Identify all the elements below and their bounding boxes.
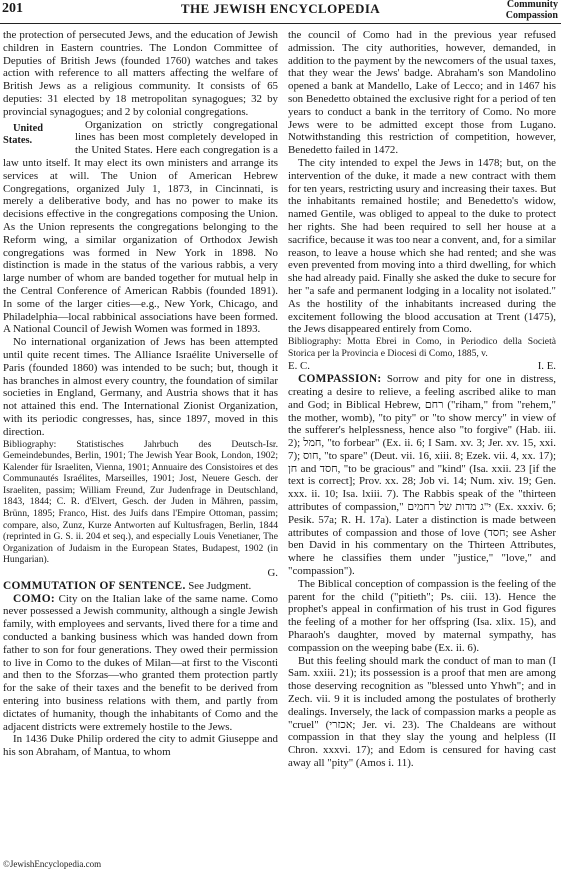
signature-left: E. C. — [288, 360, 310, 373]
footer-link[interactable]: JewishEncyclopedia.com — [9, 859, 102, 869]
compassion-paragraph-3: But this feeling should mark the conduct of man to man (I Sam. xxiii. 21); its possession is a proof that men are among those deserving recognition as "blessed unto Yhwh"; and in Zech. vii. 9 it is included among the postulates of brotherly dealings. Inversely, the lack of compassion marks a people as "cruel" (אכזרי; Jer. vi. 23). The Chaldeans are without compassion in that they slay the young and helpless (II Chron. xxxvi. 17); and Edom is censured for having cast away all "pity" (Amos i. 11). — [288, 654, 556, 770]
como-paragraph-2: In 1436 Duke Philip ordered the city to admit Giuseppe and his son Abraham, of Mantua, to whom — [3, 733, 278, 759]
cross-reference-judgment[interactable]: See Judgment. — [185, 579, 252, 592]
site-footer[interactable] — [3, 859, 101, 869]
author-signatures-como — [288, 360, 556, 373]
compassion-paragraph-1: Sorrow and pity for one in distress, creating a desire to relieve, a feeling ascribed alike to man and God; in Biblical Hebrew, רחם ("riham," from "rehem," the mother, womb), "to pity" or "to show mercy" in view of the sufferer's helplessness, hence also "to forgive" (Hab. iii. 2); חמל, "to forbear" (Ex. ii. 6; I Sam. xv. 3; Jer. xv. 15, xxi. 7); חוס, "to spare" (Deut. vii. 16, xiii. 8; Ezek. vii. 4, xx. 17); חן and חסד, "to be gracious" and "kind" (Isa. xxii. 23 [if the text is correct]; Prov. xx. 28; Job vi. 14; Num. xiv. 19; Gen. xxx. ii. 10; Isa. lxiii. 7). The Rabbis speak of the "thirteen attributes of compassion," י"ג מדות של רחמים (Ex. xxxiv. 6; Pesik. 57a; R. H. 17a). Later a distinction is made between attributes of compassion and those of love (חסד; see Asher ben David in his commentary on the Thirteen Attributes, where he classifies them under "justice," "love," and "compassion"). — [288, 373, 556, 578]
page-number: 201 — [2, 1, 23, 16]
como-paragraph-3: the council of Como had in the previous year refused admission. The city authorities, however, demanded, in addition to the payment by the newcomers of the usual taxes, that they wear the Jews' badge. Abraham's son Mandolino opened a bank at Mandello, Lake of Lecco; and in 1467 his son Benedetto obtained the exclusive right for a period of ten years to conduct a bank in the territory of Como. No more Jews were to be admitted except those from Lugano. Notwithstanding this restriction of competition, however, Benedetto failed in 1472. — [288, 29, 556, 157]
header-rule — [0, 23, 561, 24]
author-signature-g: G. — [267, 567, 278, 580]
bibliography-como: Bibliography: Motta Ebrei in Como, in Periodico della Società Storica per la Provincia e Diocesi di Como, 1885, v. — [288, 336, 556, 359]
entry-title-commutation: COMMUTATION OF SENTENCE. — [3, 579, 186, 592]
paragraph-united-states — [3, 119, 278, 337]
paragraph-organizations: the protection of persecuted Jews, and the education of Jewish children in Eastern countries. The London Committee of Deputies of British Jews (founded 1760) watches and takes action with reference to all matters affecting the welfare of British Jews as a religious community. It consists of 65 deputies: 31 elected by 18 metropolitan synagogues; 32 by provincial synagogues; and 2 by colonial congregations. — [3, 29, 278, 118]
running-head-line-2: Compassion — [505, 9, 558, 21]
compassion-paragraph-2: The Biblical conception of compassion is the feeling of the parent for the child ("pitieth"; Ps. ciii. 13). Hence the prophet's appeal in confirmation of his trust in God figures the feeling of a mother for her offspring (Isa. xlix. 15), and Pharaoh's daughter, moved by maternal sympathy, has compassion on the weeping babe (Ex. ii. 6). — [288, 577, 556, 654]
entry-commutation — [3, 580, 278, 593]
left-column — [3, 29, 278, 759]
running-head-line-1: Community — [506, 0, 558, 10]
copyright-icon: © — [3, 859, 10, 869]
running-title: THE JEWISH ENCYCLOPEDIA — [180, 1, 381, 16]
como-paragraph-4: The city intended to expel the Jews in 1478; but, on the intervention of the duke, it made a new contract with them for ten years, restricting usury and increasing their taxes. But the inhabitants remained hostile; and Benedetto's widow, named Gentile, was obliged to appeal to the duke to protect her rights. She had been required to sell her house at a sacrifice, because it was too near a convent, and, for a similar reason, to leave a house which she had rented; and she was even prevented from moving into a third dwelling, for which she had already paid. Finally she asked the duke to secure for her "a safe and permanent lodging in a locality not isolated." As the hostility of the inhabitants increased during the excitement following the blood accusation at Trent (1475), the Jews disappeared entirely from Como. — [288, 156, 556, 336]
signature-right: I. E. — [537, 360, 556, 373]
entry-title-compassion: COMPASSION: — [298, 373, 382, 386]
entry-title-como: COMO: — [13, 592, 55, 605]
running-head-right — [506, 0, 558, 21]
paragraph-united-states-text: Organization on strictly congregational lines has been most completely developed in the United States. Here each congregation is a law unto itself. It may elect its own ministers and arrange its services at will. The Union of American Hebrew Congregations, organized July 1, 1873, in Cincinnati, is merely a deliberative body, and has no power to make its decisions effective in the congregations composing the Union. As the Union represents the congregations belonging to the Reform wing, a similar organization of Orthodox Jewish congregations was formed in New York in 1898. No distinction is made in the status of the various rabbis, a very large number of whom are banded together for mutual help in the Central Conference of American Rabbis (founded 1891). In some of the larger cities—e.g., New York, Chicago, and Philadelphia—local rabbinical associations have been formed. A National Council of Jewish Women was formed in 1893. — [3, 118, 278, 336]
paragraph-international: No international organization of Jews has been attempted until quite recent times. The Alliance Israélite Universelle of Paris (founded 1860) was intended to be such; but, though it has branches in almost every country, the foundation of similar societies in England, Germany, and Austria shows that it has not attained this end. The International Zionist Organization, with its periodic congresses, has, since 1897, moved in this direction. — [3, 336, 278, 438]
entry-compassion — [288, 373, 556, 578]
entry-como — [3, 593, 278, 734]
como-paragraph-1: City on the Italian lake of the same name. Como never possessed a Jewish community, although a single Jewish family, with employees and servants, lived there for a time and conducted a banking business which was handed down from father to son for four generations. They owed their permission to live in Como to the dukes of Milan—at first to the Visconti and then to the Sforzas—who granted them protection partly for the sake of their taxes and the benefit to be derived from entering into business relations with them, and partly from dictates of humanity, though the inhabitants of Como and the adjacent districts were extremely hostile to the Jews. — [3, 592, 278, 733]
side-label-united-states: United States. — [3, 122, 44, 146]
page-header — [0, 0, 561, 24]
right-column — [288, 29, 556, 770]
bibliography-community: Bibliography: Statistisches Jahrbuch des Deutsch-Isr. Gemeindebundes, Berlin, 1901; The Jewish Year Book, London, 1902; Kalender für Israeliten, Vienna, 1901; Annuaire des Consistoires et des Communautés Israélites, Marseilles, 1901; Jost, Neuere Gesch. der Israeliten, passim; William Freund, Zur Judenfrage in Deutschland, 1843, 1844; C. R. d'Elvert, Gesch. der Juden in Mähren, passim, Brünn, 1895; Franco, Hist. des Juifs dans l'Empire Ottoman, passim; compare, also, Zunz, Kurze Antworten auf Kultusfragen, Berlin, 1844 (reprinted in G. S. ii. 204 et seq.), and especially Louis Venetianer, The Organization of Judaism in the European States, Budapest, 1902 (in Hungarian). — [3, 438, 278, 566]
